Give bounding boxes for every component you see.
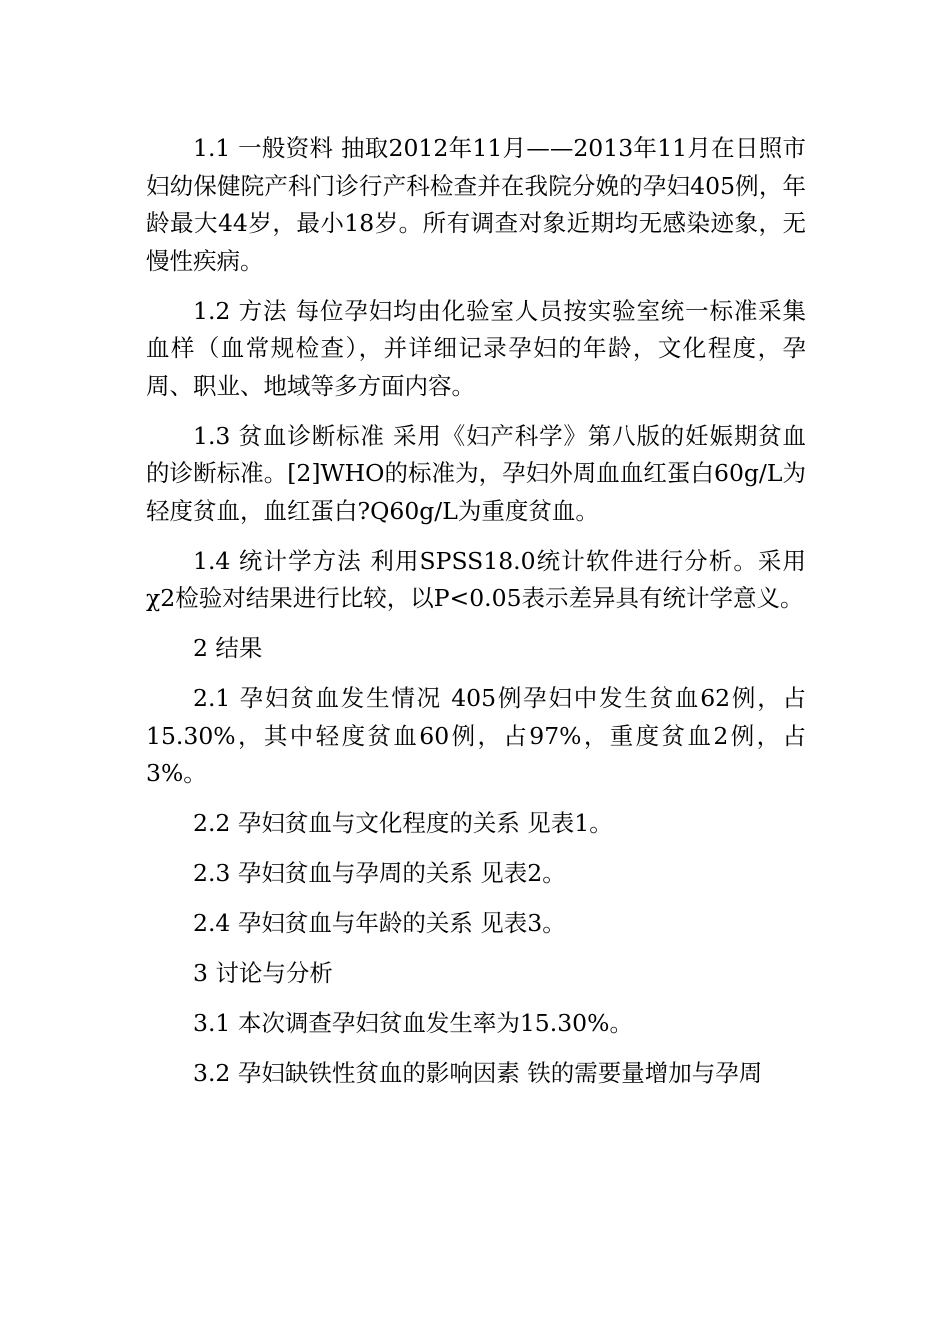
paragraph-1-1-general-info: 1.1 一般资料 抽取2012年11月——2013年11月在日照市妇幼保健院产科门诊行产科检查并在我院分娩的孕妇405例，年龄最大44岁，最小18岁。所有调查对象近期均无感染迹象，无慢性疾病。 bbox=[146, 134, 806, 275]
paragraph-1-3-diagnosis-criteria: 1.3 贫血诊断标准 采用《妇产科学》第八版的妊娠期贫血的诊断标准。[2]WHO的标准为，孕妇外周血血红蛋白60g/L为轻度贫血，血红蛋白?Q60g/L为重度贫血。 bbox=[146, 421, 806, 525]
paragraph-3-2-influencing-factors: 3.2 孕妇缺铁性贫血的影响因素 铁的需要量增加与孕周 bbox=[193, 1059, 763, 1087]
paragraph-2-2-education: 2.2 孕妇贫血与文化程度的关系 见表1。 bbox=[193, 809, 613, 837]
paragraph-2-3-gestational-week: 2.3 孕妇贫血与孕周的关系 见表2。 bbox=[193, 859, 566, 887]
paragraph-1-4-statistics: 1.4 统计学方法 利用SPSS18.0统计软件进行分析。采用χ2检验对结果进行比较，以P<0.05表示差异具有统计学意义。 bbox=[146, 546, 806, 612]
paragraph-1-2-method: 1.2 方法 每位孕妇均由化验室人员按实验室统一标准采集血样（血常规检查），并详细记录孕妇的年龄，文化程度，孕周、职业、地域等多方面内容。 bbox=[146, 296, 806, 400]
paragraph-3-1-incidence-rate: 3.1 本次调查孕妇贫血发生率为15.30%。 bbox=[193, 1009, 633, 1037]
document-body bbox=[146, 130, 806, 1105]
section-heading-results: 2 结果 bbox=[193, 634, 263, 662]
paragraph-2-1-anemia-incidence: 2.1 孕妇贫血发生情况 405例孕妇中发生贫血62例，占15.30%，其中轻度贫血60例，占97%，重度贫血2例，占3%。 bbox=[146, 684, 806, 787]
paragraph-2-4-age: 2.4 孕妇贫血与年龄的关系 见表3。 bbox=[193, 909, 566, 937]
section-heading-discussion: 3 讨论与分析 bbox=[193, 959, 333, 987]
